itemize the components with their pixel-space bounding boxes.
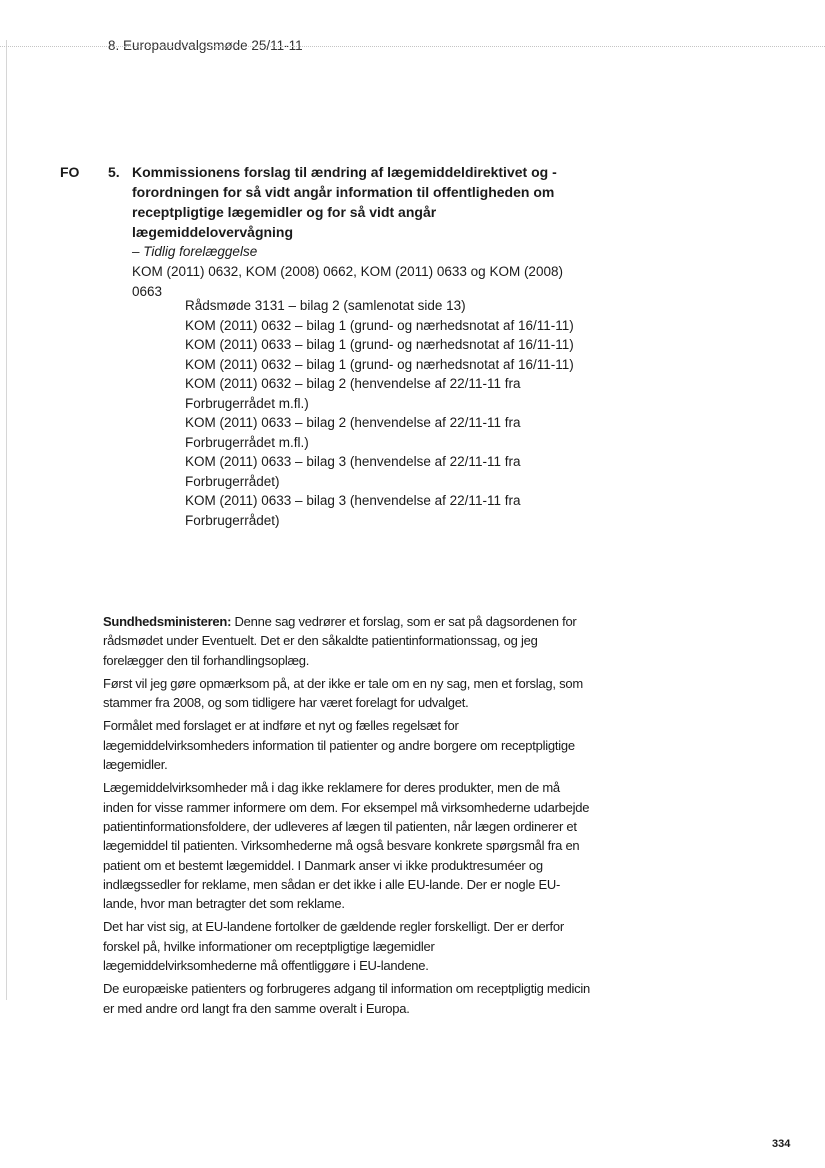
- bilag-item: KOM (2011) 0633 – bilag 3 (henvendelse af 22/11-11 fra Forbrugerrådet): [185, 454, 521, 489]
- item-number: 5.: [108, 164, 120, 180]
- paragraph-3: Formålet med forslaget er at indføre et nyt og fælles regelsæt for lægemiddelvirksomheders information til patienter og andre borgere om receptpligtige lægemidler.: [103, 718, 575, 773]
- left-border-line: [6, 40, 7, 1000]
- paragraph-1: [103, 612, 591, 670]
- body-text: [103, 612, 591, 1022]
- paragraph-6: De europæiske patienters og forbrugeres adgang til information om receptpligtig medicin er med andre ord langt fra den samme overalt i Europa.: [103, 981, 590, 1016]
- bilag-item: KOM (2011) 0632 – bilag 2 (henvendelse af 22/11-11 fra Forbrugerrådet m.fl.): [185, 376, 521, 411]
- item-kom-references: KOM (2011) 0632, KOM (2008) 0662, KOM (2011) 0633 og KOM (2008) 0663: [132, 264, 563, 299]
- item-marker: FO: [60, 164, 80, 180]
- item-title-block: [132, 162, 592, 302]
- bilag-item: KOM (2011) 0633 – bilag 3 (henvendelse af 22/11-11 fra Forbrugerrådet): [185, 493, 521, 528]
- bilag-item: Rådsmøde 3131 – bilag 2 (samlenotat side 13): [185, 298, 466, 313]
- page-header: 8. Europaudvalgsmøde 25/11-11: [108, 38, 303, 53]
- bilag-item: KOM (2011) 0633 – bilag 1 (grund- og nærhedsnotat af 16/11-11): [185, 337, 574, 352]
- paragraph-1-text: Denne sag vedrører et forslag, som er sat på dagsordenen for rådsmødet under Eventuelt. Det er den såkaldte patientinformationssag, og jeg forelægger den til forhandlingsoplæg.: [103, 614, 577, 668]
- bilag-item: KOM (2011) 0632 – bilag 1 (grund- og nærhedsnotat af 16/11-11): [185, 317, 574, 333]
- item-title: Kommissionens forslag til ændring af lægemiddeldirektivet og - forordningen for så vidt angår information til offentligheden om receptpligtige lægemidler og for så vidt angår lægemiddelovervågning: [132, 164, 557, 240]
- speaker-label: Sundhedsministeren:: [103, 614, 232, 629]
- bilag-item: KOM (2011) 0633 – bilag 2 (henvendelse af 22/11-11 fra Forbrugerrådet m.fl.): [185, 415, 521, 450]
- paragraph-2: Først vil jeg gøre opmærksom på, at der ikke er tale om en ny sag, men et forslag, som stammer fra 2008, og som tidligere har været forelagt for udvalget.: [103, 675, 583, 711]
- bilag-list: [185, 296, 585, 530]
- item-subtitle: – Tidlig forelæggelse: [132, 244, 258, 259]
- page-number: 334: [772, 1138, 791, 1150]
- header-rule: [0, 46, 825, 47]
- bilag-item: KOM (2011) 0632 – bilag 1 (grund- og nærhedsnotat af 16/11-11): [185, 356, 574, 372]
- paragraph-5: Det har vist sig, at EU-landene fortolker de gældende regler forskelligt. Der er derfor forskel på, hvilke informationer om receptpligtige lægemidler lægemiddelvirksomhederne må offentliggøre i EU-landene.: [103, 919, 564, 974]
- paragraph-4: Lægemiddelvirksomheder må i dag ikke reklamere for deres produkter, men de må inden for visse rammer informere om dem. For eksempel må virksomhederne udarbejde patientinformationsfoldere, der udleveres af lægen til patienten, når lægen ordinerer et lægemiddel til patienten. Virksomhederne må også besvare konkrete spørgsmål fra en patient om et bestemt lægemiddel. I Danmark anser vi ikke produktresuméer og indlægssedler for reklame, men sådan er det ikke i alle EU-lande. Der er nogle EU-lande, hvor man betragter det som reklame.: [103, 780, 590, 912]
